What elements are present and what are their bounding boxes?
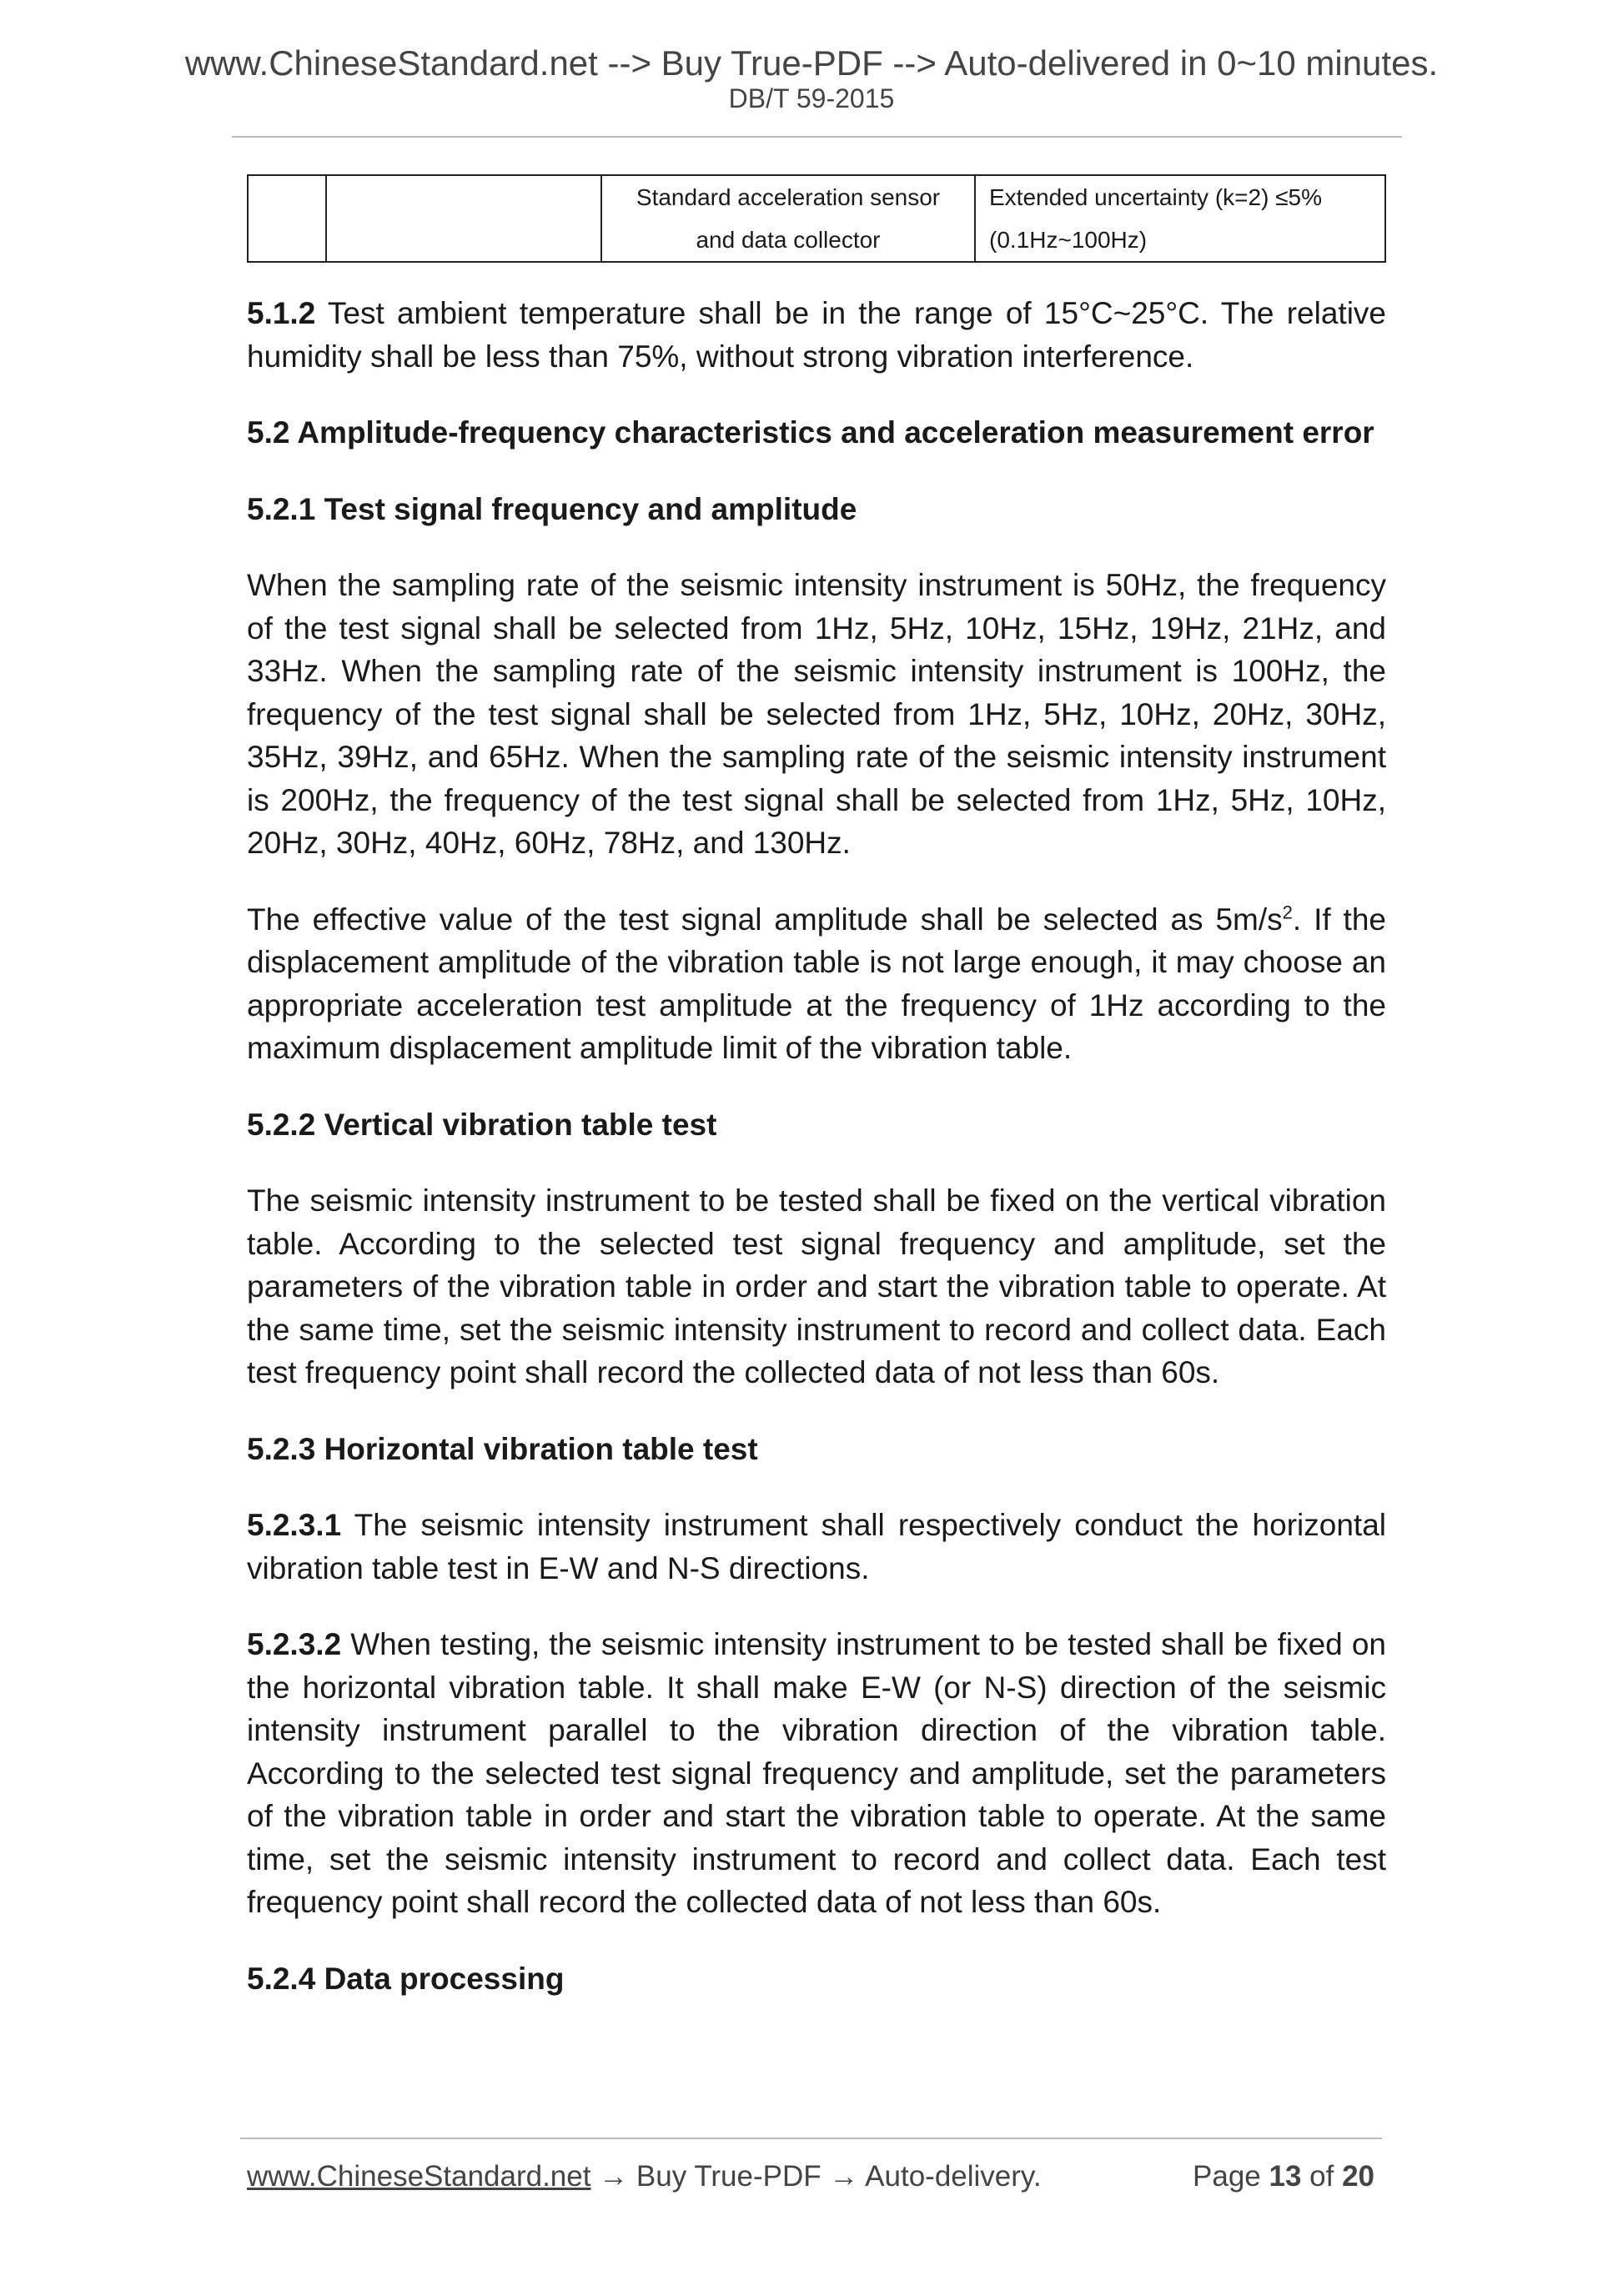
clause-number: 5.2.3.2 — [247, 1627, 342, 1661]
table-cell-device — [601, 175, 975, 262]
page-word: Page — [1193, 2160, 1269, 2193]
heading-5-2-3: 5.2.3 Horizontal vibration table test — [247, 1431, 758, 1466]
device-line: and data collector — [696, 227, 881, 253]
page-number: 13 — [1269, 2160, 1302, 2193]
spec-line: Extended uncertainty (k=2) ≤5% — [989, 184, 1323, 210]
clause-5-1-2 — [247, 292, 1386, 378]
page-footer — [247, 2160, 1374, 2202]
superscript: 2 — [1282, 902, 1293, 923]
page-counter — [1193, 2160, 1374, 2193]
clause-text: The seismic intensity instrument shall respectively conduct the horizontal vibration table test in E-W and N-S directions. — [247, 1508, 1386, 1585]
paragraph-vertical-test: The seismic intensity instrument to be tested shall be fixed on the vertical vibration table. According to the selected test signal frequency and amplitude, set the parameters of the vibration table in order and start the vibration table to operate. At the same time, set the seismic intensity instrument to record and collect data. Each test frequency point shall record the collected data of not less than 60s. — [247, 1183, 1386, 1389]
footer-link[interactable]: www.ChineseStandard.net — [247, 2160, 591, 2193]
total-pages: 20 — [1342, 2160, 1374, 2193]
heading-5-2: 5.2 Amplitude-frequency characteristics and acceleration measurement error — [247, 415, 1374, 450]
paragraph-text: The effective value of the test signal amplitude shall be selected as 5m/s — [247, 902, 1283, 937]
heading-5-2-2: 5.2.2 Vertical vibration table test — [247, 1107, 717, 1142]
heading-5-2-1: 5.2.1 Test signal frequency and amplitude — [247, 491, 857, 526]
clause-text: Test ambient temperature shall be in the range of 15°C~25°C. The relative humidity shall be less than 75%, without strong vibration interference. — [247, 296, 1386, 374]
clause-number: 5.2.3.1 — [247, 1508, 342, 1542]
heading-5-2-4: 5.2.4 Data processing — [247, 1961, 565, 1996]
paragraph-text: . If the displacement amplitude of the vibration table is not large enough, it may choose an appropriate acceleration test amplitude at the frequency of 1Hz according to the maximum displacement amplitude limit of the vibration table. — [247, 902, 1386, 1065]
footer-left — [247, 2160, 1042, 2193]
table-row — [248, 175, 1385, 262]
table-cell-spec — [975, 175, 1385, 262]
clause-5-2-3-1 — [247, 1504, 1386, 1590]
header-divider — [232, 136, 1402, 138]
spec-line: (0.1Hz~100Hz) — [989, 227, 1148, 253]
of-word: of — [1301, 2160, 1343, 2193]
device-line: Standard acceleration sensor — [636, 184, 941, 210]
paragraph-amplitude — [247, 898, 1386, 1070]
clause-number: 5.1.2 — [247, 296, 316, 330]
clause-5-2-3-2 — [247, 1623, 1386, 1924]
paragraph-sampling-rates: When the sampling rate of the seismic intensity instrument is 50Hz, the frequency of the test signal shall be selected from 1Hz, 5Hz, 10Hz, 15Hz, 19Hz, 21Hz, and 33Hz. When the sampling rate of the seismic intensity instrument is 100Hz, the frequency of the test signal shall be selected from 1Hz, 5Hz, 10Hz, 20Hz, 30Hz, 35Hz, 39Hz, and 65Hz. When the sampling rate of the seismic intensity instrument is 200Hz, the frequency of the test signal shall be selected from 1Hz, 5Hz, 10Hz, 20Hz, 30Hz, 40Hz, 60Hz, 78Hz, and 130Hz. — [247, 568, 1386, 860]
table-cell-empty — [326, 175, 601, 262]
document-body — [247, 292, 1386, 2033]
clause-text: When testing, the seismic intensity instrument to be tested shall be fixed on the horizontal vibration table. It shall make E-W (or N-S) direction of the seismic intensity instrument parallel to the vibration direction of the vibration table. According to the selected test signal frequency and amplitude, set the parameters of the vibration table in order and start the vibration table to operate. At the same time, set the seismic intensity instrument to record and collect data. Each test frequency point shall record the collected data of not less than 60s. — [247, 1627, 1386, 1919]
footer-divider — [240, 2138, 1382, 2139]
equipment-table — [247, 174, 1386, 263]
document-id: DB/T 59-2015 — [728, 83, 895, 113]
table-cell-empty — [248, 175, 326, 262]
header-banner: www.ChineseStandard.net --> Buy True-PDF --> Auto-delivered in 0~10 minutes. — [184, 43, 1439, 83]
footer-tail: → Buy True-PDF → Auto-delivery. — [590, 2160, 1042, 2193]
